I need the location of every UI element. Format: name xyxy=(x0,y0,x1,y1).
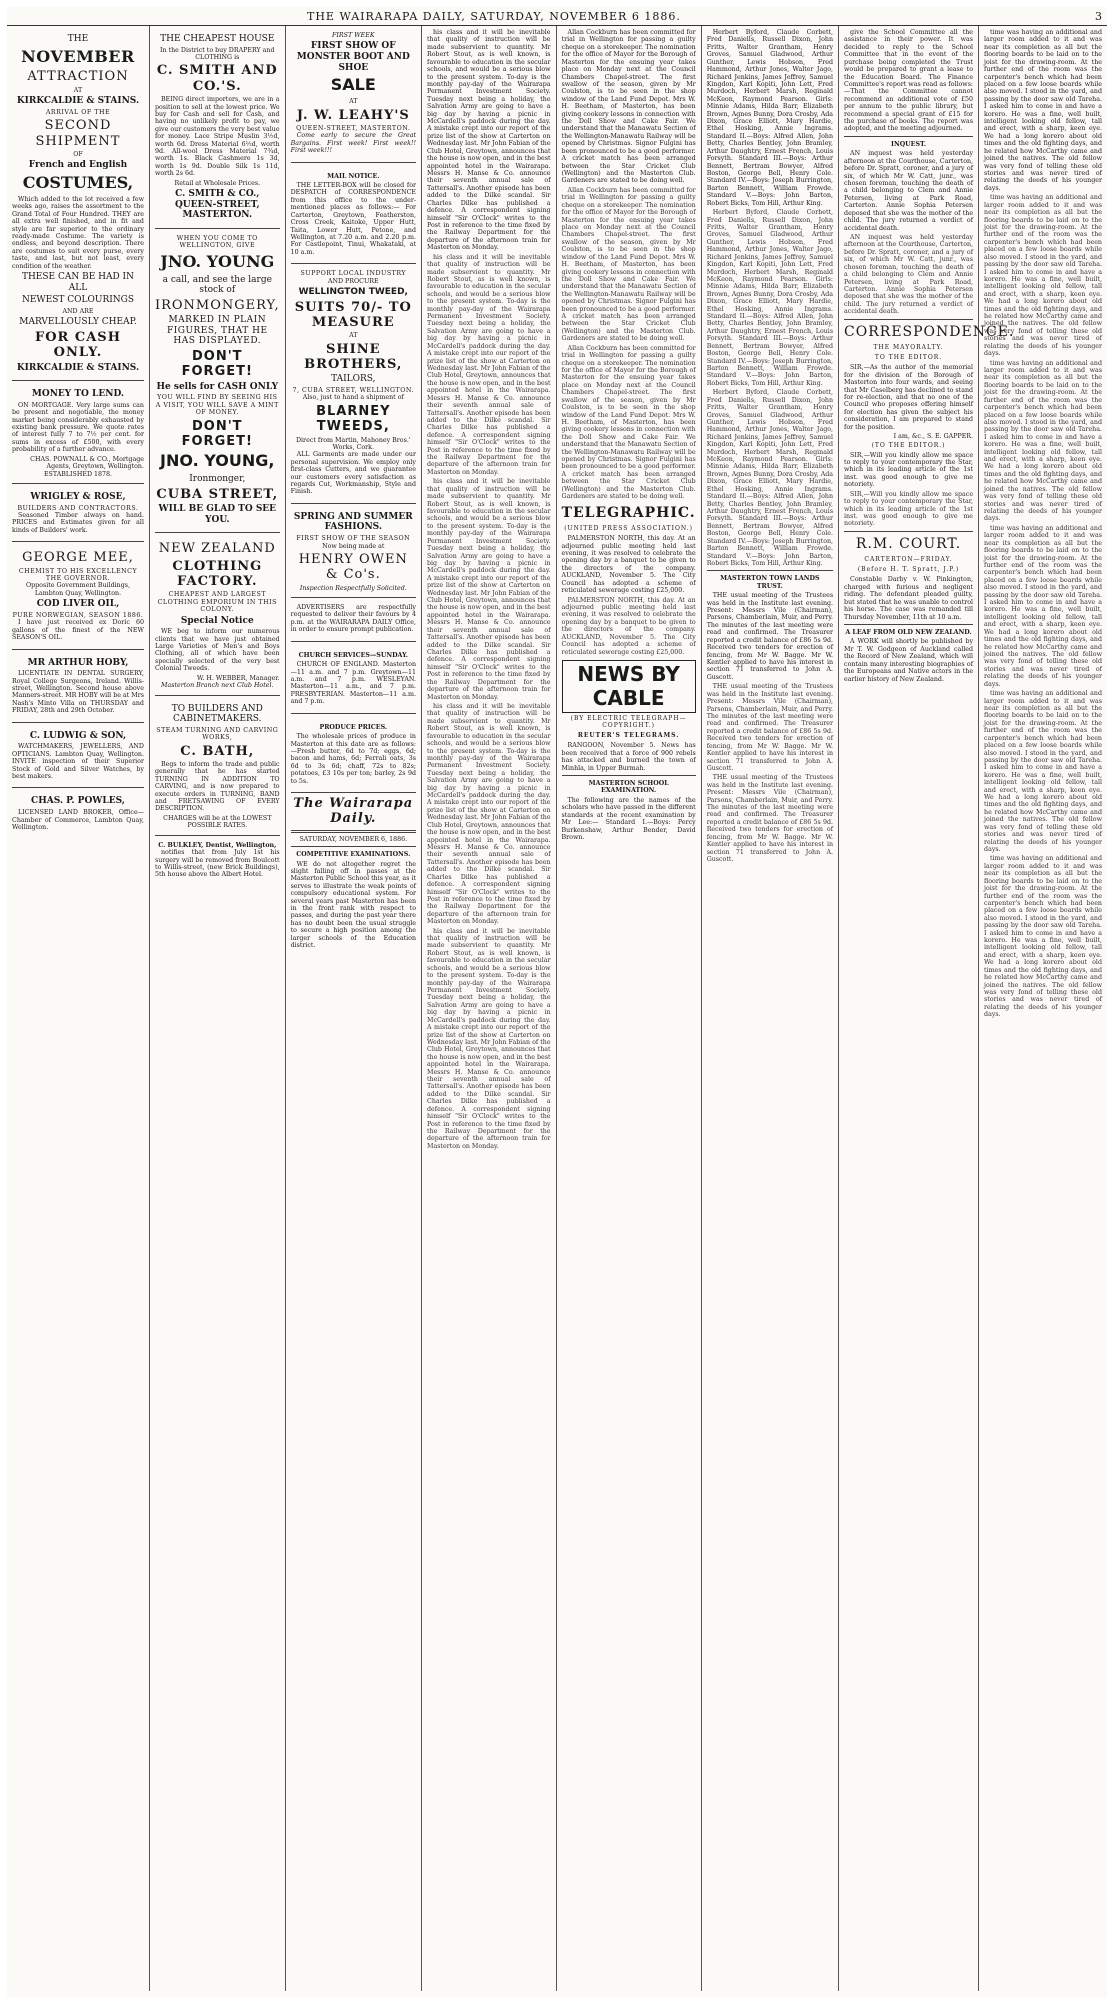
trust-body-b: THE usual meeting of the Trustees was held in the Institute last evening. Present: Messrs Vile (Chairman), Parsons, Chamberlain, Muir, and Perry. The minutes of the last meeting were read and confirmed. The Treasurer reported a credit balance of £86 5s 9d. Received two tenders for erection of fencing, from Mr W. Bagge. Mr W. Kentler applied to have his interest in section 71 transferred to John A. Guscott. xyxy=(706,683,834,772)
bulkley-ad xyxy=(155,839,280,886)
young-ad xyxy=(155,232,280,533)
inquest-title: INQUEST. xyxy=(891,140,927,148)
support-tweed: WELLINGTON TWEED, xyxy=(298,287,408,298)
novelty-ad xyxy=(12,29,144,381)
exam-title: MASTERTON SCHOOL EXAMINATION. xyxy=(588,780,669,795)
spring-insp: Inspection Respectfully Solicited. xyxy=(299,584,407,592)
george-body: Opposite Government Buildings, Lambton Quay, Wellington. xyxy=(25,582,131,597)
col8-article-d: time was having an additional and larger room added to it and was near its completion as all but the flooring boards to be laid on to the joist for the drawing-room. At the further end of the room was the carpenter's bench which had been placed on a few loose boards while also moved. I stood in the yard, and passing by the door saw old Tareha. I asked him to come in and have a korero. He was a fine, well built, intelligent looking old fellow, tall and erect, with a sharp, keen eye. We had a long korero about old times and the old fighting days, and he related how McCarthy came and joined the natives. The old fellow was very fond of telling these old stories and was never tired of relating the deeds of his younger days. xyxy=(984,524,1102,688)
spring-title: SPRING AND SUMMER FASHIONS. xyxy=(293,511,413,533)
corr-sub: THE MAYORALTY. xyxy=(873,344,944,352)
novelty-body: Which added to the lot received a few weeks ago, raises the assortment to the Grand Total of Four Hundred. THEY are all extra well finished, and in fit and style are far superior to the ordinary ready-made Costume. The variety is endless, and beyond description. There are costumes to suit every purse, every taste, and last, but not least, every condition of the weather. xyxy=(12,195,144,270)
powles-body: LICENSED LAND BROKER, Office—Chamber of Commerce, Lambton Quay, Wellington. xyxy=(12,809,144,831)
bulkley-body: notifies that from July 1st his surgery will be removed from Boulcott to Willis-street, (new Brick Buildings), 5th house above the Albert Hotel. xyxy=(154,849,280,879)
column-7 xyxy=(839,26,1015,1991)
editorial xyxy=(291,796,416,950)
wrigley-title: WRIGLEY & ROSE, xyxy=(30,492,126,502)
spring-now: Now being made at xyxy=(322,542,385,550)
novelty-line6: ARRIVAL OF THE xyxy=(45,108,111,116)
young-street: CUBA STREET, xyxy=(156,486,279,502)
court-before: (Before H. T. Spratt, J.P.) xyxy=(857,566,960,574)
money-ad xyxy=(12,384,144,484)
young-intro: WHEN YOU COME TO WELLINGTON, GIVE xyxy=(176,235,258,250)
col8-article-f: time was having an additional and larger room added to it and was near its completion as all but the flooring boards to be laid on to the joist for the drawing-room. At the further end of the room was the carpenter's bench which had been placed on a few loose boards while also moved. I stood in the yard, and passing by the door saw old Tareha. I asked him to come in and have a korero. He was a fine, well built, intelligent looking old fellow, tall and erect, with a sharp, keen eye. We had a long korero about old times and the old fighting days, and he related how McCarthy came and joined the natives. The old fellow was very fond of telling these old stories and was never tired of relating the deeds of his younger days. xyxy=(984,855,1102,1019)
money-body: ON MORTGAGE. Very large sums can be present and negotiable, the money market being considerably exhausted by existing bank pressure. We quote rates of interest fully 7 to 7½ per cent. for sums in excess of £500, with every probability of a further advance. xyxy=(12,401,144,454)
paper-date: SATURDAY, NOVEMBER 6, 1886. xyxy=(299,835,408,843)
column-3 xyxy=(286,26,422,1991)
owen-ad xyxy=(291,507,416,598)
ludwig-ad xyxy=(12,726,144,789)
george-oil: COD LIVER OIL, xyxy=(36,599,120,610)
show-first: FIRST WEEK xyxy=(332,32,375,39)
george-title: GEORGE MEE, xyxy=(22,550,134,566)
george-ad xyxy=(12,545,144,649)
leaf-body: A WORK will shortly be published by Mr T. W. Godgeon of Auckland called the Record of New Zealand, which will contain many interesting biographies of the Europeans and Native actors in the earlier history of New Zealand. xyxy=(844,638,974,683)
inquest-body: AN inquest was held yesterday afternoon at the Courthouse, Carterton, before Dr. Spratt, coroner, and a jury of six, of which Mr W. Catt, junr., was chosen foreman, touching the death of a child belonging to Clem and Annie Petersen, living at Park Road, Carterton. Annie Sophia Petersen deposed that she was the mother of the child. The jury returned a verdict of accidental death. xyxy=(844,150,974,232)
corr-body2: SIR,—Will you kindly allow me space to reply to your contemporary the Star, which in its leading article of the 1st inst. was good enough to give me notoriety. xyxy=(844,451,974,489)
money-est: ESTABLISHED 1878. xyxy=(43,470,113,478)
col6-names-a: Herbert Byford, Claude Corbett, Fred Daniells, Russell Dixon, John Fritts, Walter Grantham, Henry Groves, Samuel Gladwood, Arthur Gunther, Lewis Hobson, Fred Hammond, Arthur Jones, Walter Jago, Richard Jenkins, James Jeffrey, Samuel Kingdon, Karl Kopiti, John Lett, Fred Murdoch, Herbert Marsh, Reginald McKeon, Raymond Pearson. Girls: Minnie Adams, Hilda Barr, Elizabeth Brown, Agnes Bunny, Dora Crosby, Ada Dixon, Grace Elliott, Mary Hardie, Ethel Hosking, Annie Ingrams. Standard II.—Boys: Alfred Allen, John Betty, Charles Bentley, John Bramley, Arthur Daughtry, Ernest French, Louis Forsyth. Standard III.—Boys: Arthur Bennett, Bertram Bowyer, Alfred Boston, George Bell, Henry Cole. Standard IV.—Boys: Joseph Burrington, Barton Bennett, William Frowde. Standard V.—Boys: John Barton, Robert Bicks, Tom Hill, Arthur King. xyxy=(706,29,834,207)
support-sub: AND PROCURE xyxy=(327,277,379,285)
support-tailors: TAILORS, xyxy=(331,374,376,385)
leaf-title: A LEAF FROM OLD NEW ZEALAND. xyxy=(845,629,972,636)
nz-title1: NEW ZEALAND xyxy=(158,541,276,557)
novelty-line8: OF xyxy=(73,150,83,158)
correspondence-title: CORRESPONDENCE. xyxy=(844,323,1015,340)
wrigley-ad xyxy=(12,487,144,542)
show-name: J. W. LEAHY'S xyxy=(296,107,410,123)
corr-body: SIR,—As the author of the memorial for the division of the Borough of Masterton into four wards, and seeing that Mr Caselberg has declined to stand for re-election, and that no one of the Council who proposes offering himself for election has given the subject his consideration, I am prepared to stand for the position. xyxy=(844,364,974,431)
hoby-body: LICENTIATE IN DENTAL SURGERY, Royal College Surgeons, Ireland. Willis-street, Wellington. Second house above Manners-street. MR HOBY will be at Mrs Nash's Minto Villa on THURSDAY and FRIDAY, 28th and 29th October. xyxy=(12,670,144,715)
inquest-body-b: AN inquest was held yesterday afternoon at the Courthouse, Carterton, before Dr. Spratt, coroner, and a jury of six, of which Mr W. Catt, junr., was chosen foreman, touching the death of a child belonging to Clem and Annie Petersen, living at Park Road, Carterton. Annie Sophia Petersen deposed that she was the mother of the child. The jury returned a verdict of accidental death. xyxy=(844,233,974,316)
nz-clothing-ad xyxy=(155,536,280,695)
hoby-ad xyxy=(12,653,144,723)
novelty-footer1: THESE CAN BE HAD IN ALL xyxy=(21,272,134,293)
hoby-title: MR ARTHUR HOBY, xyxy=(27,657,129,668)
trust-title: MASTERTON TOWN LANDS TRUST. xyxy=(720,575,820,590)
telegraphic-sub: (UNITED PRESS ASSOCIATION.) xyxy=(564,525,694,533)
corr-body2-b: SIR,—Will you kindly allow me space to reply to your contemporary the Star, which in its leading article of the 1st inst. was good enough to give me notoriety. xyxy=(844,490,974,528)
corr-ed: (TO THE EDITOR.) xyxy=(871,441,946,449)
col8-article-a: time was having an additional and larger room added to it and was near its completion as all but the flooring boards to be laid on to the joist for the drawing-room. At the further end of the room was the carpenter's bench which had been placed on a few loose boards while also moved. I stood in the yard, and passing by the door saw old Tareha. I asked him to come in and have a korero. He was a fine, well built, intelligent looking old fellow, tall and erect, with a sharp, keen eye. We had a long korero about old times and the old fighting days, and he related how McCarthy came and joined the natives. The old fellow was very fond of telling these old stories and was never tired of relating the deeds of his younger days. xyxy=(984,29,1102,192)
novelty-line1: THE xyxy=(67,34,89,44)
bath-sub: STEAM TURNING AND CARVING WORKS, xyxy=(156,726,279,742)
col4-article-a: his class and it will be inevitable that quality of instruction will be made subservient to quantity. Mr Robert Stout, as is well known, is favourable to education in the secular schools, and would be a serious blow to the present system. To-day is the monthly pay-day of the Wairarapa Permanent Investment Society. Tuesday next being a holiday, the Salvation Army are going to have a big day by having a picnic in McCardell's paddock during the day. A mistake crept into our report of the prize list of the show at Carterton on Wednesday last. Mr John Fabian of the Club Hotel, Greytown, announces that the house is now open, and in the best appointed hotel in the Wairarapa. Messrs H. Manse & Co. announce their seventh annual sale of Tattersall's. Another episode has been added to the Dilke scandal. Sir Charles Dilke has published a defence. A correspondent signing himself "Sir O'Clock" writes to the Post in reference to the time fixed by the Railway Department for the departure of the afternoon train for Masterton on Monday. xyxy=(427,29,551,252)
support-suits: SUITS 70/- TO MEASURE xyxy=(294,299,412,330)
produce-body: The wholesale prices of produce in Masterton at this date are as follows:—Fresh butter, 6d to 7d; eggs, 6d; bacon and hams, 6d; Ferrali oats, 3s 6d to 3s 6d; chaff, 72s to 82s; potatoes, £3 10s per ton; barley, 2s 9d to 5s. xyxy=(290,733,416,785)
editorial-body: WE do not altogether regret the slight falling off in passes at the Masterton Public School this year, as it serves to illustrate the weak points of compulsory educational system. For several years past Masterton has been in the front rank with respect to passes, and during the past year there has no doubt been the usual struggle to secure a high position among the larger schools of the Education district. xyxy=(290,860,416,950)
money-firm: CHAS. POWNALL & CO., Mortgage Agents, Greytown, Wellington. xyxy=(30,455,144,471)
novelty-line3: ATTRACTION xyxy=(27,69,129,85)
support-addr: 7, CUBA STREET, WELLINGTON. xyxy=(292,387,415,394)
col4-article-d: his class and it will be inevitable that quality of instruction will be made subservient to quantity. Mr Robert Stout, as is well known, is favourable to education in the secular schools, and would be a serious blow to the present system. To-day is the monthly pay-day of the Wairarapa Permanent Investment Society. Tuesday next being a holiday, the Salvation Army are going to have a big day by having a picnic in McCardell's paddock during the day. A mistake crept into our report of the prize list of the show at Carterton on Wednesday last. Mr John Fabian of the Club Hotel, Greytown, announces that the house is now open, and in the best appointed hotel in the Wairarapa. Messrs H. Manse & Co. announce their seventh annual sale of Tattersall's. Another episode has been added to the Dilke scandal. Sir Charles Dilke has published a defence. A correspondent signing himself "Sir O'Clock" writes to the Post in reference to the time fixed by the Railway Department for the departure of the afternoon train for Masterton on Monday. xyxy=(427,702,551,926)
young-body1: a call, and see the large stock of xyxy=(162,274,272,296)
george-oil3: I have just received ex Doric 60 gallons of the finest of the NEW SEASON'S OIL. xyxy=(12,619,144,642)
mail-body: THE LETTER-BOX will be closed for DESPATCH of CORRESPONDENCE from this office to the under-mentioned places as follows:— For Carterton, Greytown, Featherston, Cross Creek, Kaitoke, Upper Hutt, Taita, Lower Hutt, Petone, and Wellington, at 7.20 a.m. and 2.20 p.m. For Castlepoint, Tinui, Whakataki, at 10 a.m. xyxy=(290,181,416,256)
mail-title: MAIL NOTICE. xyxy=(327,172,380,180)
corr-to: TO THE EDITOR. xyxy=(874,354,943,362)
show-addr: QUEEN-STREET, MASTERTON. xyxy=(296,124,411,132)
col5-article-a: Allan Cockburn has been committed for trial in Wellington for passing a guilty cheque on a storekeeper. The nomination for the office of Mayor for the Borough of Masterton for the ensuing year takes place on Monday next at the Council Chambers Chapel-street. The first swallow of the season, given by Mr Coulston, is to be seen in the shop window of the Land Fund Depot. Mrs W. H. Beetham, of Masterton, has been giving cookery lessons in connection with the Doll Show and Cake Fair. We understand that the Manawatu Section of the Wellington-Manawatu Railway will be opened by Christmas. Signor Fulgini has been pronounced to be a good performer. A cricket match has been arranged between the Star Cricket Club (Wellington) and the Masterton Club. Gardeners are stated to be doing well. xyxy=(561,29,696,185)
novelty-footer4: MARVELLOUSLY CHEAP. xyxy=(19,317,137,328)
ludwig-body: WATCHMAKERS, JEWELLERS, AND OPTICIANS. Lambton Quay, Wellington. INVITE inspection of their Superior Stock of Gold and Silver Watches, by best makers. xyxy=(12,743,144,781)
house-firm: C. SMITH & CO., QUEEN-STREET, MASTERTON. xyxy=(174,189,260,221)
bath-charges: CHARGES will be at the LOWEST POSSIBLE RATES. xyxy=(163,814,272,830)
paper-name: The Wairarapa Daily. xyxy=(293,796,414,827)
support-shine: SHINE BROTHERS, xyxy=(304,341,403,373)
novelty-line4: AT xyxy=(73,86,83,94)
masthead xyxy=(7,7,1107,26)
nz-sub: CHEAPEST AND LARGEST CLOTHING EMPORIUM IN THIS COLONY. xyxy=(157,591,277,614)
show-title: FIRST SHOW OF MONSTER BOOT AND SHOE xyxy=(296,41,410,73)
corr-sign: I am, &c., S. E. GAPPER. xyxy=(893,433,974,441)
house-title: THE CHEAPEST HOUSE xyxy=(160,34,275,44)
telegraphic-body-b: PALMERSTON NORTH, this day. At an adjourned public meeting held last evening, it was resolved to celebrate the opening day by a banquet to be given to the directors of the company. AUCKLAND, November 5. The City Council has adopted a scheme of reticulated sewerage costing £25,000. xyxy=(561,596,696,656)
young-dont: DON'T FORGET! xyxy=(181,349,253,380)
george-oil2: PURE NORWEGIAN, SEASON 1886. xyxy=(12,611,144,619)
novelty-line9: French and English xyxy=(28,160,128,171)
leahy-ad xyxy=(291,29,416,163)
col5-article-b: Allan Cockburn has been committed for trial in Wellington for passing a guilty cheque on a storekeeper. The nomination for the office of Mayor for the Borough of Masterton for the ensuing year takes place on Monday next at the Council Chambers Chapel-street. The first swallow of the season, given by Mr Coulston, is to be seen in the shop window of the Land Fund Depot. Mrs W. H. Beetham, of Masterton, has been giving cookery lessons in connection with the Doll Show and Cake Fair. We understand that the Manawatu Section of the Wellington-Manawatu Railway will be opened by Christmas. Signor Fulgini has been pronounced to be a good performer. A cricket match has been arranged between the Star Cricket Club (Wellington) and the Masterton Club. Gardeners are stated to be doing well. xyxy=(561,186,696,343)
ludwig-title: C. LUDWIG & SON, xyxy=(29,730,127,741)
mail-notice xyxy=(291,166,416,265)
nz-title2: CLOTHING FACTORY. xyxy=(172,558,263,589)
column-2 xyxy=(150,26,286,1991)
col4-article-b: his class and it will be inevitable that quality of instruction will be made subservient to quantity. Mr Robert Stout, as is well known, is favourable to education in the secular schools, and would be a serious blow to the present system. To-day is the monthly pay-day of the Wairarapa Permanent Investment Society. Tuesday next being a holiday, the Salvation Army are going to have a big day by having a picnic in McCardell's paddock during the day. A mistake crept into our report of the prize list of the show at Carterton on Wednesday last. Mr John Fabian of the Club Hotel, Greytown, announces that the house is now open, and in the best appointed hotel in the Wairarapa. Messrs H. Manse & Co. announce their seventh annual sale of Tattersall's. Another episode has been added to the Dilke scandal. Sir Charles Dilke has published a defence. A correspondent signing himself "Sir O'Clock" writes to the Post in reference to the time fixed by the Railway Department for the departure of the afternoon train for Masterton on Monday. xyxy=(427,253,551,476)
bath-ad xyxy=(155,699,280,836)
court-body: Constable Darby v. W. Pinkington, charged with furious and negligent riding. The defendant pleaded guilty, but stated that he was unable to control his horse. The case was remanded till Thursday November, 11th at 10 a.m. xyxy=(844,576,974,621)
newspaper-page xyxy=(7,7,1107,1997)
columns xyxy=(7,26,1107,1991)
young-glad: WILL BE GLAD TO SEE YOU. xyxy=(158,504,277,525)
novelty-line7: SECOND SHIPMENT xyxy=(35,118,121,149)
nz-notice: Special Notice xyxy=(180,615,254,626)
cable-sub: (BY ELECTRIC TELEGRAPH—COPYRIGHT.) xyxy=(570,715,687,730)
col4-article-c: his class and it will be inevitable that quality of instruction will be made subservient to quantity. Mr Robert Stout, as is well known, is favourable to education in the secular schools, and would be a serious blow to the present system. To-day is the monthly pay-day of the Wairarapa Permanent Investment Society. Tuesday next being a holiday, the Salvation Army are going to have a big day by having a picnic in McCardell's paddock during the day. A mistake crept into our report of the prize list of the show at Carterton on Wednesday last. Mr John Fabian of the Club Hotel, Greytown, announces that the house is now open, and in the best appointed hotel in the Wairarapa. Messrs H. Manse & Co. announce their seventh annual sale of Tattersall's. Another episode has been added to the Dilke scandal. Sir Charles Dilke has published a defence. A correspondent signing himself "Sir O'Clock" writes to the Post in reference to the time fixed by the Railway Department for the departure of the afternoon train for Masterton on Monday. xyxy=(427,478,551,701)
young-body2: IRONMONGERY, xyxy=(154,297,280,313)
col8-article-c: time was having an additional and larger room added to it and was near its completion as all but the flooring boards to be laid on to the joist for the drawing-room. At the further end of the room was the carpenter's bench which had been placed on a few loose boards while also moved. I stood in the yard, and passing by the door saw old Tareha. I asked him to come in and have a korero. He was a fine, well built, intelligent looking old fellow, tall and erect, with a sharp, keen eye. We had a long korero about old times and the old fighting days, and he related how McCarthy came and joined the natives. The old fellow was very fond of telling these old stories and was never tired of relating the deeds of his younger days. xyxy=(984,359,1102,523)
exam-body: The following are the names of the scholars who have passed in the different standards at the recent examination by Mr Lee:— Standard I.—Boys: Percy Burkenshaw, Arthur Bender, David Brown. xyxy=(561,796,696,841)
spring-first: FIRST SHOW OF THE SEASON xyxy=(296,535,411,543)
nz-addr: Masterton Branch next Club Hotel. xyxy=(161,682,274,690)
col8-article-b: time was having an additional and larger room added to it and was near its completion as all but the flooring boards to be laid on to the joist for the drawing-room. At the further end of the room was the carpenter's bench which had been placed on a few loose boards while also moved. I stood in the yard, and passing by the door saw old Tareha. I asked him to come in and have a korero. He was a fine, well built, intelligent looking old fellow, tall and erect, with a sharp, keen eye. We had a long korero about old times and the old fighting days, and he related how McCarthy came and joined the natives. The old fellow was very fond of telling these old stories and was never tired of relating the deeds of his younger days. xyxy=(984,194,1102,358)
house-retail: Retail at Wholesale Prices. xyxy=(174,179,261,187)
column-1 xyxy=(7,26,150,1991)
show-at: AT xyxy=(349,98,358,106)
novelty-footer5: FOR CASH ONLY. xyxy=(34,329,121,361)
novelty-line5: KIRKCALDIE & STAINS. xyxy=(16,96,140,107)
novelty-footer3: AND ARE xyxy=(62,307,94,315)
court-title: R.M. COURT. xyxy=(855,535,962,552)
column-6 xyxy=(702,26,839,1991)
produce-prices xyxy=(291,717,416,793)
church-title: CHURCH SERVICES—SUNDAY. xyxy=(298,651,408,659)
powles-ad xyxy=(12,791,144,838)
show-body: Come early to secure the Great Bargains. First week! First week!! First week!!! xyxy=(290,132,416,155)
adverts-body: ADVERTISERS are respectfully requested to deliver their favours by 4 p.m. at the WAIRARAPA DAILY Office, in order to ensure prompt publication. xyxy=(290,604,416,634)
news-by-cable-title: NEWS BY CABLE xyxy=(562,660,696,713)
editorial-head: COMPETITIVE EXAMINATIONS. xyxy=(296,851,411,859)
trust-body: THE usual meeting of the Trustees was held in the Institute last evening. Present: Messrs Vile (Chairman), Parsons, Chamberlain, Muir, and Perry. The minutes of the last meeting were read and confirmed. The Treasurer reported a credit balance of £86 5s 9d. Received two tenders for erection of fencing, from Mr W. Bagge. Mr W. Kentler applied to have his interest in section 71 transferred to John A. Guscott. xyxy=(706,592,834,681)
nz-body: WE beg to inform our numerous clients that we have just obtained Large Varieties of Men's and Boys Clothing, all of which have been specially selected of the very best Colonial Tweeds. xyxy=(154,628,280,673)
support-body: ALL Garments are made under our personal supervision. We employ only first-class Cutters, and we guarantee our customers every satisfaction as regards Cut, Workmanship, Style and Finish. xyxy=(290,451,416,496)
young-body3: MARKED IN PLAIN FIGURES, THAT HE HAS DISPLAYED. xyxy=(166,315,268,347)
cable-agency: REUTER'S TELEGRAMS. xyxy=(577,732,680,740)
cable-body: RANGOON, November 5. News has been received that a force of 900 rebels has attacked and burned the town of Minhla, in Upper Burmah. xyxy=(561,742,696,772)
col4-article-e: his class and it will be inevitable that quality of instruction will be made subservient to quantity. Mr Robert Stout, as is well known, is favourable to education in the secular schools, and would be a serious blow to the present system. To-day is the monthly pay-day of the Wairarapa Permanent Investment Society. Tuesday next being a holiday, the Salvation Army are going to have a big day by having a picnic in McCardell's paddock during the day. A mistake crept into our report of the prize list of the show at Carterton on Wednesday last. Mr John Fabian of the Club Hotel, Greytown, announces that the house is now open, and in the best appointed hotel in the Wairarapa. Messrs H. Manse & Co. announce their seventh annual sale of Tattersall's. Another episode has been added to the Dilke scandal. Sir Charles Dilke has published a defence. A correspondent signing himself "Sir O'Clock" writes to the Post in reference to the time fixed by the Railway Department for the departure of the afternoon train for Masterton on Monday. xyxy=(427,927,551,1150)
shine-ad xyxy=(291,267,416,504)
young-role: Ironmonger, xyxy=(189,474,246,485)
col6-names-c: Herbert Byford, Claude Corbett, Fred Daniells, Russell Dixon, John Fritts, Walter Grantham, Henry Groves, Samuel Gladwood, Arthur Gunther, Lewis Hobson, Fred Hammond, Arthur Jones, Walter Jago, Richard Jenkins, James Jeffrey, Samuel Kingdon, Karl Kopiti, John Lett, Fred Murdoch, Herbert Marsh, Reginald McKeon, Raymond Pearson. Girls: Minnie Adams, Hilda Barr, Elizabeth Brown, Agnes Bunny, Dora Crosby, Ada Dixon, Grace Elliott, Mary Hardie, Ethel Hosking, Annie Ingrams. Standard II.—Boys: Alfred Allen, John Betty, Charles Bentley, John Bramley, Arthur Daughtry, Ernest French, Louis Forsyth. Standard III.—Boys: Arthur Bennett, Bertram Bowyer, Alfred Boston, George Bell, Henry Cole. Standard IV.—Boys: Joseph Burrington, Barton Bennett, William Frowde. Standard V.—Boys: John Barton, Robert Bicks, Tom Hill, Arthur King. xyxy=(706,389,834,567)
young-cash: He sells for CASH ONLY xyxy=(156,381,279,392)
column-5 xyxy=(557,26,702,1991)
support-title: SUPPORT LOCAL INDUSTRY xyxy=(300,270,407,278)
house-sub: In the District to buy DRAPERY and CLOTHING is xyxy=(160,46,275,62)
young-name2: JNO. YOUNG, xyxy=(160,451,275,471)
novelty-line10: COSTUMES, xyxy=(22,172,134,192)
novelty-footer2: NEWEST COLOURINGS xyxy=(21,295,135,306)
column-4 xyxy=(422,26,557,1991)
bath-body: Begs to inform the trade and public generally that he has started TURNING IN ADDITION TO CARVING, and is now prepared to execute orders in TURNING, BAND and FRETSAWING OF EVERY DESCRIPTION. xyxy=(154,760,280,813)
col8-article-e: time was having an additional and larger room added to it and was near its completion as all but the flooring boards to be laid on to the joist for the drawing-room. At the further end of the room was the carpenter's bench which had been placed on a few loose boards while also moved. I stood in the yard, and passing by the door saw old Tareha. I asked him to come in and have a korero. He was a fine, well built, intelligent looking old fellow, tall and erect, with a sharp, keen eye. We had a long korero about old times and the old fighting days, and he related how McCarthy came and joined the natives. The old fellow was very fond of telling these old stories and was never tired of relating the deeds of his younger days. xyxy=(984,690,1102,853)
advertisers-notice xyxy=(291,601,416,642)
novelty-footer6: KIRKCALDIE & STAINS. xyxy=(16,362,140,373)
novelty-line2: NOVEMBER xyxy=(21,46,135,66)
col6-names-b: Herbert Byford, Claude Corbett, Fred Daniells, Russell Dixon, John Fritts, Walter Grantham, Henry Groves, Samuel Gladwood, Arthur Gunther, Lewis Hobson, Fred Hammond, Arthur Jones, Walter Jago, Richard Jenkins, James Jeffrey, Samuel Kingdon, Karl Kopiti, John Lett, Fred Murdoch, Herbert Marsh, Reginald McKeon, Raymond Pearson. Girls: Minnie Adams, Hilda Barr, Elizabeth Brown, Agnes Bunny, Dora Crosby, Ada Dixon, Grace Elliott, Mary Hardie, Ethel Hosking, Annie Ingrams. Standard II.—Boys: Alfred Allen, John Betty, Charles Bentley, John Bramley, Arthur Daughtry, Ernest French, Louis Forsyth. Standard III.—Boys: Arthur Bennett, Bertram Bowyer, Alfred Boston, George Bell, Henry Cole. Standard IV.—Boys: Joseph Burrington, Barton Bennett, William Frowde. Standard V.—Boys: John Barton, Robert Bicks, Tom Hill, Arthur King. xyxy=(706,209,834,387)
wrigley-body: Seasoned Timber always on hand. PRICES and Estimates given for all kinds of Builders' work. xyxy=(12,512,144,534)
young-dont2: DON'T FORGET! xyxy=(181,418,253,449)
spring-name: HENRY OWEN & Co's. xyxy=(298,551,408,583)
trust-body-c: THE usual meeting of the Trustees was held in the Institute last evening. Present: Messrs Vile (Chairman), Parsons, Chamberlain, Muir, and Perry. The minutes of the last meeting were read and confirmed. The Treasurer reported a credit balance of £86 5s 9d. Received two tenders for erection of fencing, from Mr W. Bagge. Mr W. Kentler applied to have his interest in section 71 transferred to John A. Guscott. xyxy=(706,774,834,863)
house-body: BEING direct importers, we are in a position to sell at the lowest price. We buy for Cash and sell for Cash, and having no unlikely profit to pay, we give our customers the very best value for money. Lace Stripe Muslin 3½d, worth 6d. Dress Material 6½d, worth 9d. All-wool Dress Material 7¾d, worth 1s. Black Cashmere 1s 3d, worth 1s 9d. Double Silk 1s 11d, worth 2s 6d. xyxy=(154,96,280,178)
cheapest-house-ad xyxy=(155,29,280,229)
support-at: AT xyxy=(349,332,358,340)
bulkley-title: C. BULKLEY, Dentist, Wellington, xyxy=(158,841,277,849)
produce-title: PRODUCE PRICES. xyxy=(319,723,388,731)
bath-title: TO BUILDERS AND CABINETMAKERS. xyxy=(171,703,263,725)
young-name: JNO. YOUNG xyxy=(160,251,275,271)
support-direct: Direct from Martin, Mahoney Bros.' Works, Cork. xyxy=(296,436,411,451)
george-sub: CHEMIST TO HIS EXCELLENCY THE GOVERNOR. xyxy=(18,567,138,583)
young-mint: YOU WILL FIND BY SEEING HIS A VISIT, YOU WILL SAVE A MINT OF MONEY. xyxy=(155,394,279,417)
telegraphic-body: PALMERSTON NORTH, this day. At an adjourned public meeting held last evening, it was resolved to celebrate the opening day by a banquet to be given to the directors of the company. AUCKLAND, November 5. The City Council has adopted a scheme of reticulated sewerage costing £25,000. xyxy=(561,535,696,595)
house-name: C. SMITH AND CO.'S. xyxy=(156,63,278,94)
powles-title: CHAS. P. POWLES, xyxy=(31,796,125,807)
nz-name: W. H. WEBBER, Manager. xyxy=(196,674,280,682)
bath-name: C. BATH, xyxy=(180,743,255,759)
telegraphic-title: TELEGRAPHIC. xyxy=(561,504,696,521)
court-sub: CARTERTON—FRIDAY. xyxy=(864,556,953,564)
column-8 xyxy=(979,26,1107,1991)
col7-article: give the School Committee all the assistance in their power. It was decided to reply to the School Committee that in the event of the purchase being completed the Trust would be prepared to grant a lease to the Education Board. The Finance Committee's report was read as follows:—That the Committee cannot recommend an additional vote of £50 per annum to the public library, but recommend a special grant of £15 for the purchase of books. The report was adopted, and the meeting adjourned. xyxy=(844,29,974,133)
col5-article-c: Allan Cockburn has been committed for trial in Wellington for passing a guilty cheque on a storekeeper. The nomination for the office of Mayor for the Borough of Masterton for the ensuing year takes place on Monday next at the Council Chambers Chapel-street. The first swallow of the season, given by Mr Coulston, is to be seen in the shop window of the Land Fund Depot. Mrs W. H. Beetham, of Masterton, has been giving cookery lessons in connection with the Doll Show and Cake Fair. We understand that the Manawatu Section of the Wellington-Manawatu Railway will be opened by Christmas. Signor Fulgini has been pronounced to be a good performer. A cricket match has been arranged between the Star Cricket Club (Wellington) and the Masterton Club. Gardeners are stated to be doing well. xyxy=(561,344,696,501)
masthead-title: THE WAIRARAPA DAILY, SATURDAY, NOVEMBER 6 1886. xyxy=(307,9,681,23)
church-body: CHURCH OF ENGLAND. Masterton—11 a.m. and 7 p.m. Greytown—11 a.m. and 7 p.m. WESLEYAN. Masterton—11 a.m., and 7 p.m. PRESBYTERIAN. Masterton—11 a.m. and 7 p.m. xyxy=(290,661,416,706)
money-title: MONEY TO LEND. xyxy=(31,389,125,400)
wrigley-sub: BUILDERS AND CONTRACTORS. xyxy=(17,504,139,512)
church-services xyxy=(291,645,416,714)
show-sale: SALE xyxy=(330,75,376,95)
support-blarney: BLARNEY TWEEDS, xyxy=(316,403,391,435)
support-also: Also, just to hand a shipment of xyxy=(302,394,404,402)
page-number: 3 xyxy=(1095,9,1103,23)
